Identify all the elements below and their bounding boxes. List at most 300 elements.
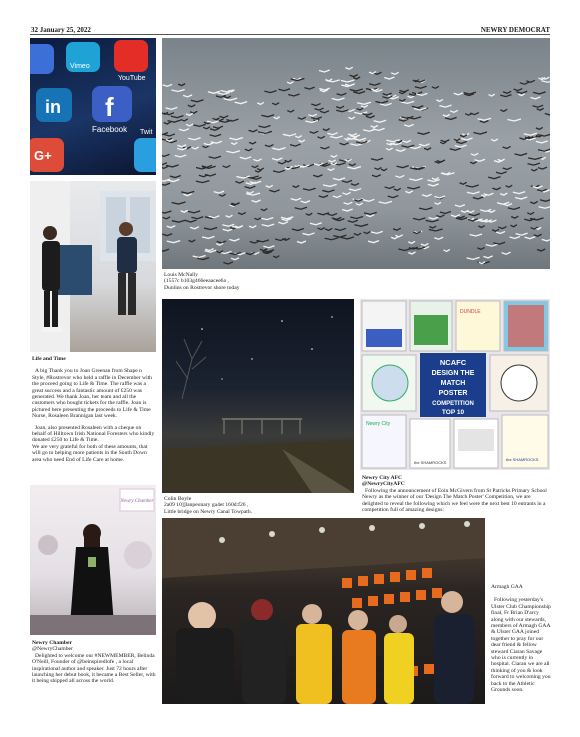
bird <box>327 213 337 215</box>
bird <box>272 148 285 150</box>
bird <box>524 133 537 135</box>
bird <box>269 190 279 192</box>
bird <box>340 143 349 145</box>
bird <box>380 103 392 105</box>
bird <box>473 132 487 134</box>
bird <box>336 106 344 108</box>
bird <box>534 234 542 236</box>
bird <box>191 217 203 219</box>
bird <box>470 234 482 236</box>
bird <box>247 191 254 193</box>
bird <box>514 89 523 91</box>
armagh-gaa-title: Armagh GAA <box>491 584 523 590</box>
bird <box>205 249 213 251</box>
bird <box>383 93 392 95</box>
bird <box>496 172 507 174</box>
bird <box>455 145 467 147</box>
bird <box>263 246 274 248</box>
bird <box>539 206 550 208</box>
life-and-time-photo <box>30 181 156 352</box>
bird <box>454 93 463 95</box>
life-and-time-article <box>32 356 156 468</box>
bird <box>290 144 301 146</box>
bird <box>183 95 192 97</box>
bird <box>202 236 214 238</box>
bird <box>167 226 175 228</box>
bird <box>369 83 380 85</box>
bird <box>507 119 520 121</box>
bird <box>331 155 338 157</box>
bird <box>303 188 316 190</box>
newry-city-afc-title: Newry City AFC <box>362 475 403 481</box>
bird <box>510 225 517 227</box>
bird <box>273 170 285 172</box>
bird <box>162 183 170 185</box>
bird <box>466 185 479 187</box>
bird <box>223 229 234 231</box>
bird <box>332 217 342 219</box>
bird <box>371 125 378 127</box>
bird <box>317 213 329 215</box>
bird <box>409 178 422 180</box>
bird <box>325 238 339 240</box>
app-label-twitter: Twit <box>140 129 153 136</box>
bird <box>342 192 350 194</box>
bird <box>188 105 195 107</box>
bird <box>266 185 273 187</box>
bird <box>349 189 361 191</box>
bird <box>246 253 255 255</box>
bird <box>391 72 398 74</box>
bird <box>304 87 314 89</box>
bird <box>190 111 197 113</box>
bird <box>202 146 209 148</box>
bird <box>177 148 187 150</box>
bird <box>478 225 484 227</box>
bird <box>399 99 405 101</box>
bird <box>306 213 312 215</box>
bird <box>295 136 302 138</box>
poster-word-shamrocks: the SHAMROCKS <box>414 460 447 465</box>
canal-night-photo <box>162 299 354 493</box>
bird <box>178 84 185 86</box>
bird <box>388 196 399 198</box>
life-and-time-paragraph-1: A big Thank you to Joan Greenan from Shape n Style, #Rostrevor who held a raffle in December with the proceed going to Life & Time. The raffle was a great success and a fantastic amount of £250 was generated. We thank Joan, her team and all the customers who bought tickets for the raffle. Joan is pictured here presenting the proceeds to Life & Time Nurse, Rosaleen Brannigan last week. <box>32 368 152 420</box>
bird <box>497 202 509 204</box>
bird <box>342 209 353 211</box>
bird <box>484 193 494 195</box>
bird <box>311 117 322 119</box>
bird <box>335 228 346 230</box>
woman-right-head <box>119 222 133 236</box>
bird <box>422 194 432 196</box>
bird <box>226 151 240 153</box>
bird <box>328 168 335 170</box>
bird <box>220 116 229 118</box>
bird <box>530 201 538 203</box>
bird <box>344 202 353 204</box>
bird <box>319 195 328 197</box>
bird <box>313 175 322 177</box>
poster-collage-photo <box>360 299 550 470</box>
bird <box>461 138 472 140</box>
bird <box>273 256 279 258</box>
bird <box>364 212 377 214</box>
bird <box>167 241 180 243</box>
bird <box>533 92 546 94</box>
bird <box>323 184 337 186</box>
dunlins-description: Dunlins on Rostrevor shore today <box>164 284 240 291</box>
bird <box>278 222 288 224</box>
bird <box>415 86 427 88</box>
svg-text:f: f <box>105 92 114 122</box>
bird <box>163 217 171 219</box>
bird <box>315 108 324 110</box>
bird <box>417 132 429 134</box>
bird <box>297 241 306 243</box>
bird <box>434 202 440 204</box>
newry-city-afc-handle: @NewryCityAFC <box>362 481 405 488</box>
canal-caption <box>164 496 354 515</box>
canal-illustration <box>162 299 354 493</box>
bird <box>214 191 224 193</box>
bird <box>440 211 451 213</box>
bird <box>516 233 528 235</box>
bird <box>231 142 237 144</box>
bird <box>350 75 358 77</box>
bird <box>498 159 505 161</box>
bird <box>325 228 332 230</box>
armagh-gaa-photo <box>162 518 485 704</box>
bird <box>396 149 406 151</box>
bird <box>357 108 363 110</box>
bird <box>292 229 304 231</box>
bird <box>265 145 274 147</box>
bird <box>229 239 239 241</box>
bird <box>255 170 262 172</box>
bird <box>345 67 352 69</box>
poster-word-shamrocks-2: the SHAMROCKS <box>506 457 539 462</box>
bird <box>337 93 347 95</box>
bird <box>432 178 439 180</box>
social-apps-photo <box>30 38 156 175</box>
chamber-body: Delighted to welcome our #NEWMEMBER, Belinda O'Neill, Founder of @beinspiredlofe , a local inspirational author and speaker. Just 72 hours after launching her debut book, it became a Best Seller, with it being shipped all across the world. <box>32 652 156 685</box>
life-and-time-paragraph-2: Joan, also presented Rosaleen with a cheque on behalf of Hilltown Irish National Foresters who kindly donated £250 to Life & Time. <box>32 424 155 444</box>
bird <box>416 93 427 95</box>
bird <box>421 243 428 245</box>
twitter-icon <box>134 138 156 172</box>
bird <box>478 118 491 120</box>
bird <box>191 100 204 102</box>
bird <box>473 197 483 199</box>
bird <box>445 117 457 119</box>
bird <box>186 113 193 115</box>
bird <box>287 110 294 112</box>
bird <box>424 148 431 150</box>
bird <box>362 113 372 115</box>
bird <box>477 247 484 249</box>
bird <box>437 160 445 162</box>
bird <box>189 240 196 242</box>
bird <box>361 105 368 107</box>
bird <box>384 77 394 79</box>
bird <box>443 114 450 116</box>
bird <box>342 180 352 182</box>
bird <box>196 181 209 183</box>
bird <box>327 133 337 135</box>
bird <box>439 105 451 107</box>
bird <box>162 249 169 251</box>
bird <box>350 89 363 91</box>
bird <box>293 185 300 187</box>
bird <box>379 201 392 203</box>
bird <box>310 131 319 133</box>
bird <box>274 117 280 119</box>
bird <box>488 177 500 179</box>
bird <box>469 214 480 216</box>
canal-photographer: Colin Boyle <box>164 496 192 502</box>
bird <box>246 193 260 195</box>
chamber-photo <box>30 485 156 635</box>
bird <box>238 212 246 214</box>
bird <box>374 167 381 169</box>
bird <box>441 140 450 142</box>
bird <box>371 231 383 233</box>
bird <box>429 229 443 231</box>
bird <box>538 134 550 136</box>
bird <box>404 124 414 126</box>
bird <box>528 163 540 165</box>
bird <box>278 89 290 91</box>
bird <box>341 80 354 82</box>
bird <box>258 126 270 128</box>
stand-crowd-illustration <box>162 518 485 704</box>
bird <box>278 162 286 164</box>
bird <box>419 144 430 146</box>
bird <box>455 205 465 207</box>
bird <box>508 207 520 209</box>
bird <box>172 202 186 204</box>
bird <box>298 117 306 119</box>
bird <box>500 95 511 97</box>
bird <box>260 218 273 220</box>
bird <box>394 188 401 190</box>
bird <box>397 166 409 168</box>
poster-collage-illustration <box>360 299 550 470</box>
bird <box>530 97 540 99</box>
bird <box>536 127 543 129</box>
chamber-article <box>32 640 156 685</box>
bird <box>164 122 171 124</box>
app-label-vimeo: Vimeo <box>70 63 90 70</box>
bird <box>162 211 172 213</box>
bird <box>541 80 550 82</box>
poster-line-6: TOP 10 <box>441 409 465 416</box>
bird <box>171 116 184 118</box>
bird <box>500 109 507 111</box>
bird <box>235 102 248 104</box>
bird <box>516 91 527 93</box>
bird <box>298 140 304 142</box>
bird-flock-illustration <box>162 38 550 269</box>
bird <box>364 232 371 234</box>
bird <box>249 142 256 144</box>
bird <box>467 211 474 213</box>
bird <box>213 126 223 128</box>
bird <box>203 127 210 129</box>
bird <box>172 220 186 222</box>
bird <box>341 237 354 239</box>
bird <box>474 159 485 161</box>
bird <box>356 203 363 205</box>
bird <box>353 77 360 79</box>
bird <box>491 139 498 141</box>
bird <box>538 167 547 169</box>
svg-text:in: in <box>45 97 61 117</box>
bird <box>303 233 315 235</box>
bird <box>408 241 415 243</box>
bird <box>429 226 436 228</box>
bird <box>348 220 358 222</box>
bird <box>188 138 200 140</box>
bird <box>162 234 172 236</box>
poster-line-2: DESIGN THE <box>431 370 475 377</box>
bird <box>330 136 343 138</box>
bird <box>489 94 495 96</box>
bird <box>536 141 548 143</box>
bird <box>301 201 310 203</box>
bird <box>527 212 534 214</box>
bird <box>372 175 381 177</box>
bird <box>323 128 330 130</box>
chamber-handle: @NewryChamber <box>32 646 73 653</box>
armagh-gaa-body: Following yesterday's Ulster Club Championship final, Fr Brian D'arcy along with our stewards, members of Armagh GAA & Ulster GAA joined together to pray for our dear friend & fellow steward Ciaran Savage who is currently in hospital. Ciaran we are all thinking of you & look forward to welcoming you back to the Athletic Grounds soon. <box>491 597 551 694</box>
bird <box>400 90 409 92</box>
bird <box>461 210 469 212</box>
poster-line-5: COMPETITION <box>432 401 474 407</box>
bird <box>166 107 178 109</box>
bird <box>500 193 507 195</box>
bird <box>224 98 238 100</box>
bird <box>375 101 388 103</box>
bird <box>185 220 196 222</box>
bird <box>531 169 537 171</box>
bird <box>470 162 477 164</box>
header-rule <box>30 34 550 35</box>
bird <box>510 237 520 239</box>
bird <box>219 194 226 196</box>
bird <box>171 90 184 92</box>
bird <box>366 116 375 118</box>
bird <box>333 235 346 237</box>
poster-line-3: MATCH <box>440 380 466 387</box>
bird <box>310 223 322 225</box>
bird <box>503 167 512 169</box>
bird <box>192 147 199 149</box>
bird <box>223 165 231 167</box>
bird <box>336 110 348 112</box>
bird <box>407 187 420 189</box>
bird <box>204 143 213 145</box>
bird <box>261 115 274 117</box>
bird <box>320 111 329 113</box>
bird <box>181 210 188 212</box>
bird <box>515 153 528 155</box>
life-and-time-title: Life and Time <box>32 356 66 362</box>
chamber-illustration <box>30 485 156 635</box>
bird <box>371 158 383 160</box>
bird <box>179 129 189 131</box>
bird <box>223 262 233 264</box>
bird <box>291 198 301 200</box>
bird <box>333 178 345 180</box>
bird <box>363 129 375 131</box>
bird <box>272 103 279 105</box>
bird <box>542 239 550 241</box>
bird <box>526 80 535 82</box>
bird <box>537 249 545 251</box>
bird <box>249 226 256 228</box>
bird <box>524 219 535 221</box>
bird <box>168 120 181 122</box>
bird <box>467 257 480 259</box>
bird <box>540 199 550 201</box>
bird <box>434 237 443 239</box>
bird <box>252 166 259 168</box>
bird <box>162 166 168 168</box>
dunlins-caption <box>164 272 364 291</box>
bird <box>162 163 167 165</box>
bird <box>305 120 318 122</box>
bird <box>254 218 261 220</box>
bird <box>204 228 217 230</box>
bird <box>436 99 442 101</box>
bird <box>162 154 169 156</box>
app-label-youtube: YouTube <box>118 75 146 82</box>
newry-city-afc-article <box>362 475 550 513</box>
bird <box>502 252 511 254</box>
bird <box>240 157 251 159</box>
bird <box>427 179 439 181</box>
bird <box>249 130 258 132</box>
bird <box>402 140 410 142</box>
life-and-time-illustration <box>30 181 156 352</box>
counter <box>56 245 92 295</box>
bird <box>349 164 356 166</box>
bird <box>272 158 282 160</box>
bird <box>288 94 299 96</box>
bird <box>209 156 221 158</box>
bird <box>235 181 244 183</box>
bird <box>287 82 293 84</box>
bird <box>513 192 525 194</box>
canal-description: Little bridge on Newry Canal Towpath. <box>164 508 253 515</box>
bird <box>401 145 414 147</box>
bird <box>399 119 409 121</box>
bird <box>229 138 242 140</box>
bird <box>451 215 460 217</box>
bird <box>188 211 200 213</box>
bird <box>177 145 186 147</box>
bird <box>181 119 188 121</box>
bird <box>486 244 498 246</box>
bird <box>368 241 379 243</box>
bird <box>318 228 325 230</box>
bird <box>493 242 505 244</box>
woman-left-head <box>43 226 57 240</box>
bird <box>511 216 518 218</box>
bird <box>413 218 425 220</box>
